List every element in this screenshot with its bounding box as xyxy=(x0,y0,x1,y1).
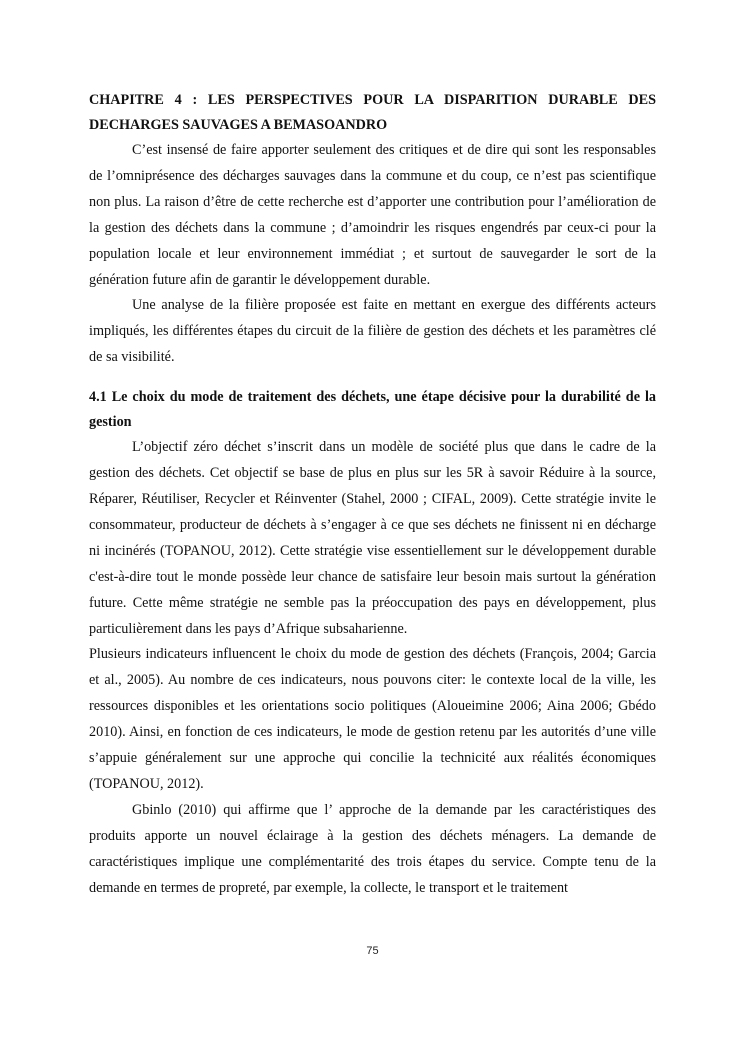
page-number: 75 xyxy=(366,945,379,957)
chapter-title: CHAPITRE 4 : LES PERSPECTIVES POUR LA DISPARITION DURABLE DES DECHARGES SAUVAGES A BEMASOANDRO xyxy=(89,92,656,133)
intro-paragraph-2: Une analyse de la filière proposée est faite en mettant en exergue des différents acteurs impliqués, les différentes étapes du circuit de la filière de gestion des déchets et les paramètres clé de sa visibilité. xyxy=(89,297,656,366)
section-paragraph-2: Plusieurs indicateurs influencent le choix du mode de gestion des déchets (François, 2004; Garcia et al., 2005). Au nombre de ces indicateurs, nous pouvons citer: le contexte local de la ville, les ressources disponibles et les orientations socio politiques (Aloueimine 2006; Aina 2006; Gbédo 2010). Ainsi, en fonction de ces indicateurs, le mode de gestion retenu par les autorités d’une ville s’appuie généralement sur une approche qui concilie la technicité aux réalités économiques (TOPANOU, 2012). xyxy=(89,646,656,792)
section-paragraph-3: Gbinlo (2010) qui affirme que l’ approche de la demande par les caractéristiques des produits apporte un nouvel éclairage à la gestion des déchets ménagers. La demande de caractéristiques implique une complémentarité des trois étapes du service. Compte tenu de la demande en termes de propreté, par exemple, la collecte, le transport et le traitement xyxy=(89,801,656,896)
intro-paragraph-1: C’est insensé de faire apporter seulement des critiques et de dire qui sont les responsables de l’omniprésence des décharges sauvages dans la commune et du coup, ce n’est pas scientifique non plus. La raison d’être de cette recherche est d’apporter une contribution pour l’amélioration de la gestion des déchets dans la commune ; d’amoindrir les risques engendrés par ceux-ci pour la population locale et leur environnement immédiat ; et surtout de sauvegarder le sort de la génération future afin de garantir le développement durable. xyxy=(89,142,656,288)
section-paragraph-1: L’objectif zéro déchet s’inscrit dans un modèle de société plus que dans le cadre de la gestion des déchets. Cet objectif se base de plus en plus sur les 5R à savoir Réduire à la source, Réparer, Réutiliser, Recycler et Réinventer (Stahel, 2000 ; CIFAL, 2009). Cette stratégie invite le consommateur, producteur de déchets à s’engager à ce que ses déchets ne finissent ni en décharge ni incinérés (TOPANOU, 2012). Cette stratégie vise essentiellement sur le développement durable c'est-à-dire tout le monde possède leur chance de satisfaire leur besoin mais surtout la génération future. Cette même stratégie ne semble pas la préoccupation des pays en développement, plus particulièrement dans les pays d’Afrique subsaharienne. xyxy=(89,439,656,637)
page-body xyxy=(89,88,656,901)
section-title: 4.1 Le choix du mode de traitement des déchets, une étape décisive pour la durabilité de la gestion xyxy=(89,389,656,431)
